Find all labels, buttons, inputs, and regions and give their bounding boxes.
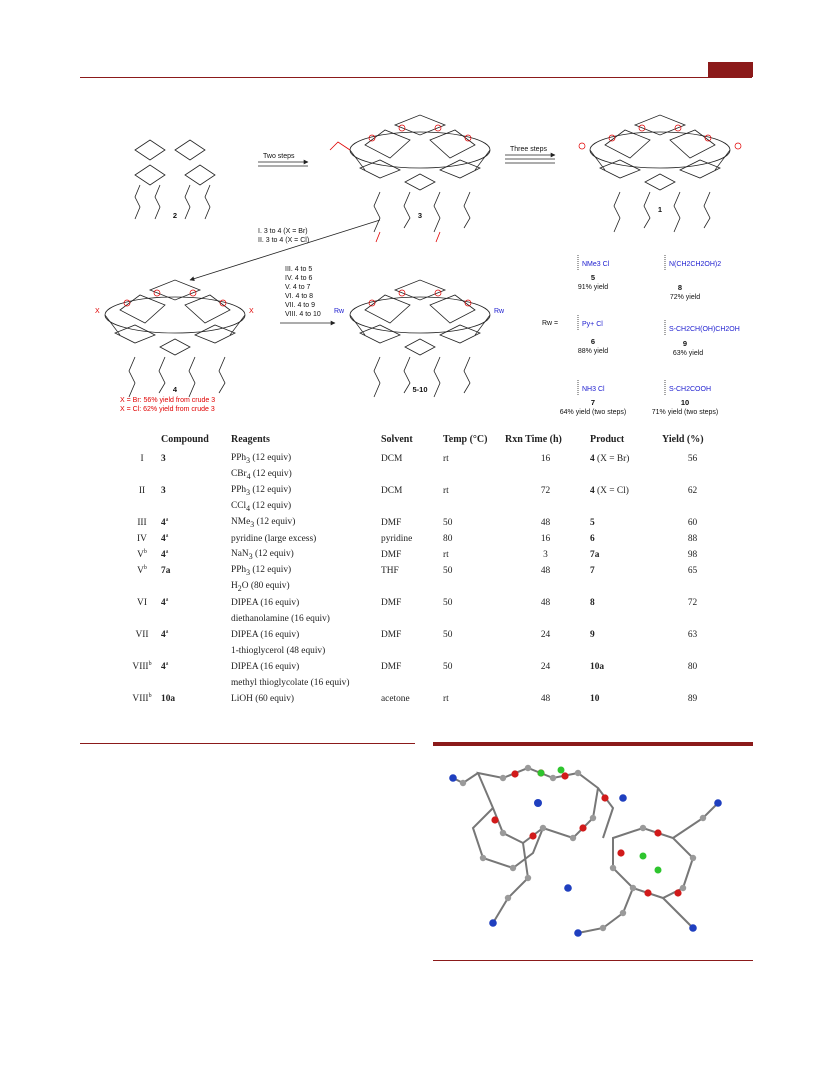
cell-solvent: DMF bbox=[381, 662, 402, 672]
table-row bbox=[125, 691, 725, 707]
table-row bbox=[125, 547, 725, 563]
cell-time: 48 bbox=[540, 518, 551, 528]
table-row bbox=[125, 563, 725, 579]
cell-empty bbox=[588, 643, 660, 659]
cell-empty bbox=[503, 499, 588, 515]
table-row-continuation bbox=[125, 467, 725, 483]
cell-compound: 4$^a$ bbox=[161, 533, 169, 545]
step-VIII: VIII. 4 to 10 bbox=[285, 311, 321, 318]
col-time: Rxn Time (h) bbox=[505, 434, 562, 445]
step-V: V. 4 to 7 bbox=[285, 284, 311, 291]
table-row-continuation bbox=[125, 611, 725, 627]
figure-top-bar bbox=[433, 742, 753, 746]
cell-reagent: methyl thioglycolate (16 equiv) bbox=[231, 678, 350, 688]
cell-time: 48 bbox=[540, 566, 551, 576]
cell-empty bbox=[441, 675, 503, 691]
cell-empty bbox=[660, 579, 725, 595]
synthesis-scheme bbox=[80, 100, 752, 430]
cell-step: $V^b$ bbox=[137, 565, 147, 577]
cell-solvent: DMF bbox=[381, 550, 402, 560]
structure-2 bbox=[135, 140, 215, 219]
crystal-structure-figure bbox=[433, 748, 753, 958]
cell-time: 72 bbox=[540, 486, 551, 496]
cell-solvent: DMF bbox=[381, 630, 402, 640]
cell-reagent: PPh$_3$ (12 equiv) bbox=[231, 485, 292, 497]
cell-step bbox=[125, 579, 159, 595]
cell-step: III bbox=[137, 518, 147, 528]
cell-empty bbox=[503, 643, 588, 659]
cell-step: VI bbox=[137, 598, 147, 608]
cell-solvent: DMF bbox=[381, 518, 402, 528]
cell-empty bbox=[379, 675, 441, 691]
cell-product: 10 bbox=[590, 694, 600, 704]
cell-solvent: pyridine bbox=[381, 534, 413, 544]
svg-text:NMe3 Cl: NMe3 Cl bbox=[582, 261, 610, 268]
cell-reagent: diethanolamine (16 equiv) bbox=[231, 614, 330, 624]
cell-temp: 50 bbox=[443, 566, 453, 576]
cell-time: 16 bbox=[540, 534, 551, 544]
svg-text:5: 5 bbox=[590, 273, 596, 282]
cell-product: 4 (X = Br) bbox=[590, 454, 630, 464]
cell-time: 3 bbox=[543, 550, 548, 560]
substituent-7 bbox=[560, 380, 627, 416]
label-three-steps: Three steps bbox=[510, 146, 547, 153]
svg-text:N(CH2CH2OH)2: N(CH2CH2OH)2 bbox=[669, 261, 722, 268]
substituent-10 bbox=[652, 380, 719, 416]
substituent-6 bbox=[578, 315, 608, 355]
cell-yield: 60 bbox=[687, 518, 698, 528]
label-1: 1 bbox=[657, 205, 663, 214]
svg-text:Rw: Rw bbox=[494, 308, 505, 315]
cell-product: 7a bbox=[590, 550, 600, 560]
table-body bbox=[125, 451, 725, 707]
substituent-5 bbox=[578, 255, 610, 291]
cell-compound: 10a bbox=[161, 694, 176, 704]
rw-label: Rw = bbox=[542, 320, 559, 327]
cell-compound bbox=[159, 611, 229, 627]
table-row bbox=[125, 659, 725, 675]
cell-compound: 3 bbox=[161, 454, 166, 464]
cell-empty bbox=[588, 467, 660, 483]
col-reagents: Reagents bbox=[231, 434, 270, 445]
cell-reagent: 1-thioglycerol (48 equiv) bbox=[231, 646, 326, 656]
cell-compound bbox=[159, 467, 229, 483]
substituent-8 bbox=[665, 255, 721, 301]
cell-temp: 50 bbox=[443, 518, 453, 528]
cell-temp: rt bbox=[443, 486, 449, 496]
cell-step bbox=[125, 499, 159, 515]
reaction-table bbox=[125, 430, 725, 707]
table-row bbox=[125, 451, 725, 467]
header-tab bbox=[708, 62, 753, 77]
cell-reagent: DIPEA (16 equiv) bbox=[231, 662, 300, 672]
cell-compound: 4$^a$ bbox=[161, 597, 169, 609]
substituent-9 bbox=[665, 320, 740, 357]
footer-rule-left bbox=[80, 743, 415, 744]
cell-compound: 4$^a$ bbox=[161, 629, 169, 641]
svg-text:6: 6 bbox=[590, 337, 596, 346]
svg-text:8: 8 bbox=[677, 283, 683, 292]
cell-reagent: DIPEA (16 equiv) bbox=[231, 598, 300, 608]
table-header-row bbox=[125, 430, 725, 451]
label-3: 3 bbox=[417, 211, 423, 220]
cell-product: 9 bbox=[590, 630, 595, 640]
cell-empty bbox=[441, 499, 503, 515]
cell-empty bbox=[379, 643, 441, 659]
cell-empty bbox=[441, 579, 503, 595]
cell-temp: rt bbox=[443, 454, 449, 464]
svg-text:9: 9 bbox=[682, 339, 688, 348]
cell-time: 24 bbox=[540, 630, 551, 640]
label-step-II: II. 3 to 4 (X = Cl) bbox=[258, 237, 310, 244]
cell-step: VIII$^b$ bbox=[132, 693, 152, 705]
cell-step: I bbox=[140, 454, 144, 464]
table-row-continuation bbox=[125, 499, 725, 515]
yield-cl: X = Cl: 62% yield from crude 3 bbox=[120, 406, 215, 413]
cell-yield: 63 bbox=[687, 630, 698, 640]
cell-empty bbox=[379, 499, 441, 515]
cell-compound bbox=[159, 579, 229, 595]
cell-reagent: NMe$_3$ (12 equiv) bbox=[231, 517, 296, 529]
cell-temp: 50 bbox=[443, 630, 453, 640]
svg-text:NH3 Cl: NH3 Cl bbox=[582, 386, 605, 393]
cell-yield: 98 bbox=[687, 550, 698, 560]
cell-reagent: DIPEA (16 equiv) bbox=[231, 630, 300, 640]
cell-yield: 89 bbox=[687, 694, 698, 704]
cell-compound: 4$^a$ bbox=[161, 549, 169, 561]
cell-solvent: acetone bbox=[381, 694, 410, 704]
table-row bbox=[125, 515, 725, 531]
figure-bottom-rule bbox=[433, 960, 753, 961]
cell-yield: 65 bbox=[687, 566, 698, 576]
cell-yield: 72 bbox=[687, 598, 698, 608]
cell-temp: 50 bbox=[443, 662, 453, 672]
cell-empty bbox=[379, 467, 441, 483]
cell-solvent: THF bbox=[381, 566, 399, 576]
svg-text:10: 10 bbox=[680, 398, 690, 407]
cell-reagent: CBr$_4$ (12 equiv) bbox=[231, 469, 292, 481]
cell-compound: 4$^a$ bbox=[161, 517, 169, 529]
cell-empty bbox=[588, 611, 660, 627]
cell-solvent: DCM bbox=[381, 486, 403, 496]
cell-compound: 3 bbox=[161, 486, 166, 496]
cell-empty bbox=[503, 675, 588, 691]
cell-empty bbox=[660, 643, 725, 659]
cell-solvent: DCM bbox=[381, 454, 403, 464]
table-row-continuation bbox=[125, 579, 725, 595]
svg-text:71% yield (two steps): 71% yield (two steps) bbox=[651, 409, 719, 416]
table-row bbox=[125, 627, 725, 643]
cell-step: IV bbox=[137, 534, 147, 544]
cell-step bbox=[125, 675, 159, 691]
svg-text:Py+ Cl: Py+ Cl bbox=[582, 321, 603, 328]
svg-text:Rw: Rw bbox=[334, 308, 345, 315]
col-yield: Yield (%) bbox=[662, 434, 704, 445]
label-step-I: I. 3 to 4 (X = Br) bbox=[258, 228, 308, 235]
table-row-continuation bbox=[125, 643, 725, 659]
scheme-svg bbox=[80, 100, 752, 430]
svg-text:S-CH2CH(OH)CH2OH: S-CH2CH(OH)CH2OH bbox=[669, 326, 740, 333]
cell-step: VIII$^b$ bbox=[132, 661, 152, 673]
cell-time: 48 bbox=[540, 694, 551, 704]
svg-text:64% yield (two steps): 64% yield (two steps) bbox=[559, 409, 627, 416]
cell-solvent: DMF bbox=[381, 598, 402, 608]
col-solvent: Solvent bbox=[381, 434, 413, 445]
cell-reagent: PPh$_3$ (12 equiv) bbox=[231, 565, 292, 577]
col-temp: Temp (°C) bbox=[443, 434, 488, 445]
structure-4 bbox=[95, 280, 254, 397]
cell-yield: 62 bbox=[687, 486, 698, 496]
cell-empty bbox=[379, 611, 441, 627]
cell-empty bbox=[441, 643, 503, 659]
label-2: 2 bbox=[172, 211, 178, 220]
cell-empty bbox=[503, 611, 588, 627]
table-row-continuation bbox=[125, 675, 725, 691]
cell-step bbox=[125, 611, 159, 627]
structure-1 bbox=[579, 115, 741, 232]
cell-product: 6 bbox=[590, 534, 595, 544]
cell-compound: 7a bbox=[161, 566, 171, 576]
cell-empty bbox=[588, 499, 660, 515]
cell-product: 5 bbox=[590, 518, 595, 528]
cell-step bbox=[125, 643, 159, 659]
cell-step: II bbox=[138, 486, 146, 496]
step-VI: VI. 4 to 8 bbox=[285, 293, 314, 300]
cell-compound bbox=[159, 499, 229, 515]
svg-text:7: 7 bbox=[590, 398, 596, 407]
cell-reagent: pyridine (large excess) bbox=[231, 534, 317, 544]
cell-empty bbox=[660, 611, 725, 627]
cell-temp: 50 bbox=[443, 598, 453, 608]
cell-yield: 88 bbox=[687, 534, 698, 544]
crystal-structure-svg bbox=[433, 748, 753, 958]
label-4: 4 bbox=[172, 385, 178, 394]
table-row bbox=[125, 483, 725, 499]
step-VII: VII. 4 to 9 bbox=[285, 302, 315, 309]
col-product: Product bbox=[590, 434, 625, 445]
cell-product: 4 (X = Cl) bbox=[590, 486, 629, 496]
svg-text:X: X bbox=[95, 308, 100, 315]
step-III: III. 4 to 5 bbox=[285, 266, 313, 273]
cell-empty bbox=[503, 579, 588, 595]
table-row bbox=[125, 595, 725, 611]
cell-empty bbox=[588, 675, 660, 691]
cell-empty bbox=[660, 675, 725, 691]
cell-product: 7 bbox=[590, 566, 595, 576]
col-compound: Compound bbox=[161, 434, 209, 445]
cell-reagent: $H_2O$ (80 equiv) bbox=[231, 581, 290, 593]
svg-text:91% yield: 91% yield bbox=[577, 284, 609, 291]
label-two-steps: Two steps bbox=[263, 153, 295, 160]
cell-time: 24 bbox=[540, 662, 551, 672]
cell-time: 16 bbox=[540, 454, 551, 464]
cell-product: 8 bbox=[590, 598, 595, 608]
cell-yield: 56 bbox=[687, 454, 698, 464]
cell-compound bbox=[159, 675, 229, 691]
cell-empty bbox=[660, 499, 725, 515]
svg-text:63% yield: 63% yield bbox=[672, 350, 704, 357]
cell-step: VII bbox=[135, 630, 149, 640]
svg-text:72% yield: 72% yield bbox=[669, 294, 701, 301]
svg-text:88% yield: 88% yield bbox=[577, 348, 609, 355]
cell-compound: 4$^a$ bbox=[161, 661, 169, 673]
cell-compound bbox=[159, 643, 229, 659]
cell-empty bbox=[503, 467, 588, 483]
header-rule bbox=[80, 77, 752, 78]
cell-empty bbox=[441, 611, 503, 627]
cell-temp: 80 bbox=[443, 534, 453, 544]
cell-reagent: LiOH (60 equiv) bbox=[231, 694, 295, 704]
cell-reagent: PPh$_3$ (12 equiv) bbox=[231, 453, 292, 465]
step-IV: IV. 4 to 6 bbox=[285, 275, 313, 282]
structure-3 bbox=[330, 115, 490, 242]
cell-step bbox=[125, 467, 159, 483]
table-row bbox=[125, 531, 725, 547]
cell-time: 48 bbox=[540, 598, 551, 608]
cell-empty bbox=[441, 467, 503, 483]
cell-temp: rt bbox=[443, 550, 449, 560]
structure-5-10 bbox=[334, 280, 505, 397]
svg-text:X: X bbox=[249, 308, 254, 315]
cell-empty bbox=[660, 467, 725, 483]
svg-text:S-CH2COOH: S-CH2COOH bbox=[669, 386, 712, 393]
cell-step: $V^b$ bbox=[137, 549, 147, 561]
yield-br: X = Br: 56% yield from crude 3 bbox=[120, 397, 216, 404]
label-5-10: 5-10 bbox=[412, 385, 428, 394]
cell-empty bbox=[588, 579, 660, 595]
cell-product: 10a bbox=[590, 662, 605, 672]
cell-reagent: CCl$_4$ (12 equiv) bbox=[231, 501, 292, 513]
cell-empty bbox=[379, 579, 441, 595]
cell-yield: 80 bbox=[687, 662, 698, 672]
cell-reagent: NaN$_3$ (12 equiv) bbox=[231, 549, 294, 561]
cell-temp: rt bbox=[443, 694, 449, 704]
